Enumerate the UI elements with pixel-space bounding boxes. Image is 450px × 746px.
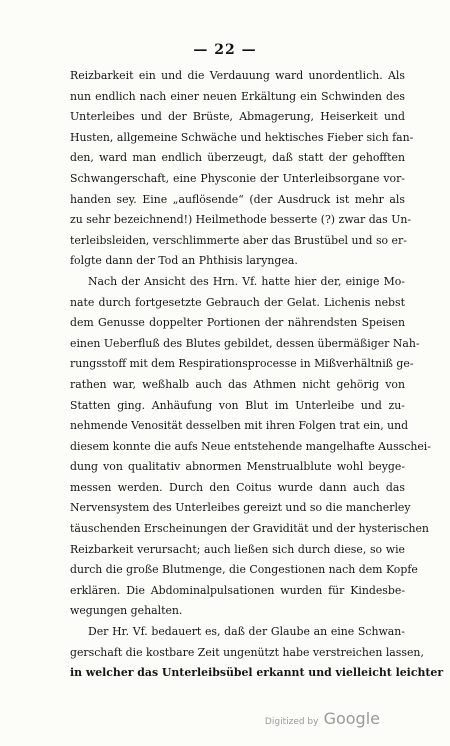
text-line: nate durch fortgesetzte Gebrauch der Gelat. Lichenis nebst: [70, 295, 405, 309]
text-line: Der Hr. Vf. bedauert es, daß der Glaube an eine Schwan-: [88, 625, 405, 639]
text-line: rathen war, weßhalb auch das Athmen nicht gehörig von: [70, 377, 405, 391]
text-line: Unterleibes und der Brüste, Abmagerung, Heiserkeit und: [70, 110, 405, 124]
digitized-by-label: Digitized by: [264, 717, 319, 727]
page-number: — 22 —: [193, 42, 257, 58]
text-line: gerschaft die kostbare Zeit ungenützt habe verstreichen lassen,: [70, 645, 424, 659]
text-line: handen sey. Eine „auflösende“ (der Ausdruck ist mehr als: [70, 192, 405, 206]
text-line: Reizbarkeit verursacht; auch ließen sich durch diese, so wie: [70, 542, 405, 556]
body-text: [70, 66, 444, 684]
text-line: Nach der Ansicht des Hrn. Vf. hatte hier der, einige Mo-: [88, 274, 405, 288]
text-line: durch die große Blutmenge, die Congestionen nach dem Kopfe: [70, 563, 418, 577]
text-line: Statten ging. Anhäufung von Blut im Unterleibe und zu-: [70, 398, 405, 412]
digitization-watermark: [265, 709, 380, 728]
text-line: wegungen gehalten.: [70, 604, 183, 618]
text-line: täuschenden Erscheinungen der Gravidität und der hysterischen: [70, 522, 429, 536]
google-logo: Google: [323, 709, 380, 728]
text-line: Schwangerschaft, eine Physconie der Unterleibsorgane vor-: [70, 171, 405, 185]
text-line: Nervensystem des Unterleibes gereizt und so die mancherley: [70, 501, 411, 515]
text-line: einen Ueberfluß des Blutes gebildet, dessen übermäßiger Nah-: [70, 336, 420, 350]
text-line: zu sehr bezeichnend!) Heilmethode besserte (?) zwar das Un-: [70, 213, 412, 227]
text-line: terleibsleiden, verschlimmerte aber das Brustübel und so er-: [70, 233, 407, 247]
text-line: nehmende Venosität desselben mit ihren Folgen trat ein, und: [70, 419, 409, 433]
text-line: dem Genusse doppelter Portionen der nährendsten Speisen: [70, 316, 405, 330]
text-line: rungsstoff mit dem Respirationsprocesse in Mißverhältniß ge-: [70, 357, 414, 371]
text-line: diesem konnte die aufs Neue entstehende mangelhafte Ausschei-: [70, 439, 431, 453]
text-line: nun endlich nach einer neuen Erkältung ein Schwinden des: [70, 89, 405, 103]
text-line: messen werden. Durch den Coitus wurde dann auch das: [70, 480, 405, 494]
text-line: Reizbarkeit ein und die Verdauung ward unordentlich. Als: [70, 69, 405, 82]
text-line: erklären. Die Abdominalpulsationen wurden für Kindesbe-: [70, 583, 405, 597]
text-line: Husten, allgemeine Schwäche und hektisches Fieber sich fan-: [70, 130, 414, 144]
text-line: den, ward man endlich überzeugt, daß statt der gehofften: [70, 151, 405, 165]
text-line: dung von qualitativ abnormen Menstrualblute wohl beyge-: [70, 460, 405, 474]
text-line: folgte dann der Tod an Phthisis laryngea.: [70, 254, 298, 268]
text-line: in welcher das Unterleibsübel erkannt und vielleicht leichter: [70, 666, 444, 680]
